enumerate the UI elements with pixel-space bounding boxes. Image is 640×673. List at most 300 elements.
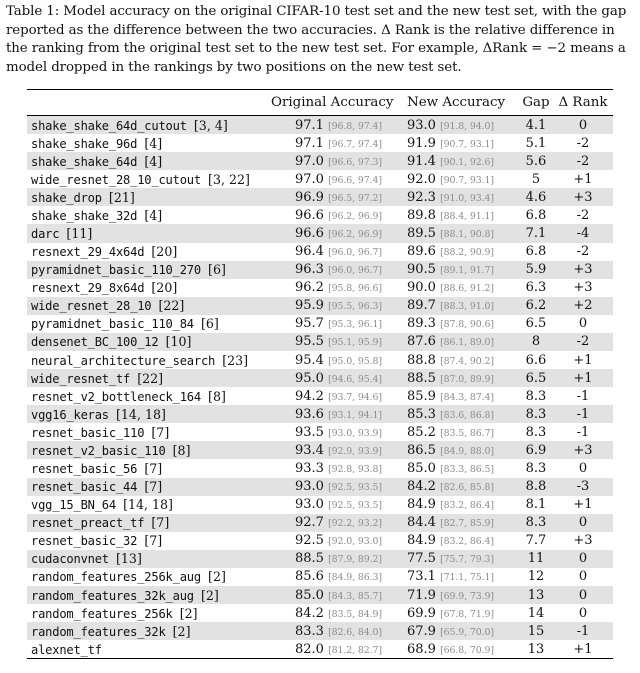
- model-name: random_features_32k_aug: [31, 588, 194, 603]
- new-accuracy-value: 92.3: [407, 189, 436, 205]
- original-accuracy-ci: [95.1, 95.9]: [328, 337, 382, 349]
- new-accuracy-ci: [69.9, 73.9]: [440, 590, 494, 602]
- delta-rank-cell: -1: [576, 406, 590, 422]
- model-name: resnet_v2_bottleneck_164: [31, 389, 201, 404]
- original-accuracy-value: 85.6: [295, 569, 324, 585]
- original-accuracy-cell: [271, 297, 403, 315]
- gap-cell: 6.8: [525, 207, 547, 223]
- original-accuracy-value: 95.4: [295, 352, 324, 368]
- new-accuracy-cell: [403, 604, 519, 622]
- gap-cell: 8.3: [525, 388, 547, 404]
- original-accuracy-ci: [96.5, 97.2]: [328, 192, 382, 204]
- delta-rank-cell: +1: [573, 641, 593, 657]
- model-citation: [7]: [144, 461, 163, 477]
- new-accuracy-value: 84.9: [407, 533, 436, 549]
- model-citation: [6]: [200, 316, 219, 332]
- gap-cell: 6.8: [525, 244, 547, 260]
- new-accuracy-cell: [403, 550, 519, 568]
- gap-cell: 8.3: [525, 515, 547, 531]
- model-name-cell: [27, 152, 271, 170]
- new-accuracy-value: 88.5: [407, 370, 436, 386]
- new-accuracy-cell: [403, 496, 519, 514]
- original-accuracy-cell: [271, 188, 403, 206]
- table-caption: Table 1: Model accuracy on the original CIFAR-10 test set and the new test set, with the gap reported as the difference between the two accuracies. Δ Rank is the relative difference in the ranking from the original test set to the new test set. For example, ΔRank = −2 means a model dropped in the rankings by two positions on the new test set.: [6, 4, 627, 75]
- original-accuracy-cell: [271, 261, 403, 279]
- table-row: [27, 243, 613, 261]
- new-accuracy-ci: [88.1, 90.8]: [440, 229, 494, 240]
- model-name-cell: [27, 622, 271, 640]
- delta-rank-cell: +3: [573, 262, 593, 278]
- model-citation: [11]: [66, 226, 93, 241]
- model-name: resnext_29_4x64d: [31, 245, 145, 260]
- delta-rank-cell: +3: [573, 189, 593, 205]
- new-accuracy-cell: [403, 116, 519, 134]
- model-name-cell: [27, 586, 271, 604]
- model-name-cell: [27, 116, 271, 134]
- model-name: pyramidnet_basic_110_84: [31, 317, 194, 332]
- original-accuracy-value: 92.5: [295, 533, 324, 549]
- delta-rank-cell: -3: [576, 479, 590, 495]
- model-name: random_features_256k_aug: [31, 570, 201, 585]
- new-accuracy-cell: [403, 387, 519, 405]
- gap-cell: 13: [527, 587, 545, 603]
- bottom-rule: [27, 658, 613, 659]
- original-accuracy-ci: [96.7, 97.4]: [328, 138, 382, 150]
- model-name-cell: [27, 532, 271, 550]
- delta-rank-cell: +2: [573, 298, 593, 314]
- original-accuracy-cell: [271, 604, 403, 622]
- model-name-cell: [27, 550, 271, 568]
- model-name-cell: [27, 224, 271, 242]
- new-accuracy-ci: [88.3, 91.0]: [440, 301, 494, 313]
- original-accuracy-cell: [271, 496, 403, 514]
- results-table-container: [27, 89, 613, 659]
- table-row: [27, 333, 613, 351]
- original-accuracy-cell: [271, 315, 403, 333]
- model-citation: [2]: [179, 605, 198, 621]
- table-row: [27, 640, 613, 658]
- delta-rank-cell: +3: [573, 442, 593, 458]
- new-accuracy-cell: [403, 279, 519, 297]
- new-accuracy-value: 88.8: [407, 352, 436, 368]
- original-accuracy-value: 83.3: [295, 623, 324, 639]
- model-name: shake_shake_32d: [31, 208, 138, 223]
- model-name-cell: [27, 441, 271, 459]
- model-name-cell: [27, 423, 271, 441]
- model-name-cell: [27, 333, 271, 351]
- original-accuracy-ci: [94.6, 95.4]: [328, 373, 382, 385]
- new-accuracy-value: 90.0: [407, 280, 436, 296]
- model-name: resnet_basic_56: [31, 462, 138, 477]
- new-accuracy-value: 85.0: [407, 461, 436, 477]
- new-accuracy-value: 73.1: [407, 569, 436, 585]
- model-name: wide_resnet_tf: [31, 371, 131, 386]
- table-row: [27, 116, 613, 134]
- delta-rank-cell: +1: [573, 171, 593, 187]
- new-accuracy-cell: [403, 586, 519, 604]
- model-citation: [2]: [208, 569, 226, 585]
- gap-cell: 4.6: [525, 189, 547, 205]
- original-accuracy-value: 95.0: [295, 370, 324, 386]
- table-row: [27, 170, 613, 188]
- model-citation: [3, 4]: [193, 117, 228, 133]
- model-name: resnet_basic_44: [31, 480, 138, 495]
- model-citation: [20]: [151, 244, 178, 260]
- model-citation: [7]: [144, 479, 163, 495]
- new-accuracy-ci: [88.6, 91.2]: [440, 283, 494, 295]
- original-accuracy-ci: [96.2, 96.9]: [328, 210, 382, 222]
- original-accuracy-value: 93.5: [295, 424, 324, 440]
- new-accuracy-value: 84.9: [407, 497, 436, 513]
- model-name: resnet_v2_basic_110: [31, 443, 166, 458]
- table-row: [27, 297, 613, 315]
- model-citation: [20]: [151, 280, 178, 296]
- original-accuracy-value: 93.0: [295, 497, 324, 513]
- new-accuracy-cell: [403, 478, 519, 496]
- original-accuracy-value: 96.6: [295, 207, 324, 223]
- original-accuracy-cell: [271, 586, 403, 604]
- original-accuracy-ci: [92.8, 93.8]: [328, 464, 382, 476]
- delta-rank-cell: +3: [573, 280, 593, 296]
- model-citation: [7]: [151, 424, 170, 440]
- gap-cell: 5: [531, 171, 541, 187]
- model-name-cell: [27, 496, 271, 514]
- new-accuracy-ci: [90.1, 92.6]: [440, 156, 494, 168]
- delta-rank-cell: 0: [578, 316, 588, 332]
- table-row: [27, 532, 613, 550]
- original-accuracy-cell: [271, 170, 403, 188]
- gap-cell: 6.6: [525, 352, 547, 368]
- model-name-cell: [27, 369, 271, 387]
- original-accuracy-value: 95.5: [295, 334, 324, 350]
- header-new-accuracy: New Accuracy: [407, 95, 506, 110]
- model-name: resnet_basic_32: [31, 534, 138, 549]
- model-name: resnext_29_8x64d: [31, 281, 145, 296]
- model-citation: [23]: [222, 352, 249, 368]
- original-accuracy-ci: [81.2, 82.7]: [328, 644, 382, 656]
- new-accuracy-value: 89.3: [407, 316, 436, 332]
- table-body: [27, 116, 613, 658]
- original-accuracy-ci: [93.7, 94.6]: [328, 391, 382, 403]
- gap-cell: 7.1: [525, 226, 547, 241]
- new-accuracy-value: 89.8: [407, 207, 436, 223]
- original-accuracy-value: 97.1: [295, 135, 324, 151]
- original-accuracy-ci: [92.0, 93.0]: [328, 536, 382, 548]
- original-accuracy-ci: [82.6, 84.0]: [328, 626, 382, 638]
- gap-cell: 6.2: [525, 298, 547, 314]
- new-accuracy-ci: [88.4, 91.1]: [440, 210, 494, 222]
- delta-rank-cell: -2: [576, 135, 590, 151]
- model-name: shake_drop: [31, 190, 102, 205]
- delta-rank-cell: -4: [576, 226, 590, 241]
- new-accuracy-cell: [403, 514, 519, 532]
- original-accuracy-ci: [96.2, 96.9]: [328, 229, 382, 240]
- original-accuracy-cell: [271, 116, 403, 134]
- original-accuracy-cell: [271, 369, 403, 387]
- original-accuracy-cell: [271, 441, 403, 459]
- gap-cell: 8: [531, 334, 541, 350]
- gap-cell: 6.5: [525, 316, 547, 332]
- new-accuracy-value: 90.5: [407, 262, 436, 278]
- model-citation: [7]: [144, 533, 163, 549]
- new-accuracy-value: 91.9: [407, 135, 436, 151]
- original-accuracy-cell: [271, 224, 403, 242]
- original-accuracy-value: 96.3: [295, 262, 324, 278]
- new-accuracy-ci: [91.8, 94.0]: [440, 120, 494, 132]
- new-accuracy-cell: [403, 152, 519, 170]
- new-accuracy-ci: [83.5, 86.7]: [440, 427, 494, 439]
- model-name-cell: [27, 261, 271, 279]
- model-citation: [14, 18]: [123, 497, 173, 513]
- delta-rank-cell: 0: [578, 117, 588, 133]
- new-accuracy-cell: [403, 351, 519, 369]
- original-accuracy-value: 97.1: [295, 117, 324, 133]
- new-accuracy-cell: [403, 333, 519, 351]
- original-accuracy-ci: [92.9, 93.9]: [328, 445, 382, 457]
- new-accuracy-value: 68.9: [407, 641, 436, 657]
- model-name: random_features_32k: [31, 624, 166, 639]
- new-accuracy-ci: [90.7, 93.1]: [440, 138, 494, 150]
- table-row: [27, 423, 613, 441]
- original-accuracy-cell: [271, 640, 403, 658]
- original-accuracy-value: 95.7: [295, 316, 324, 332]
- gap-cell: 15: [527, 623, 545, 639]
- original-accuracy-ci: [84.9, 86.3]: [328, 572, 382, 584]
- original-accuracy-value: 94.2: [295, 388, 324, 404]
- original-accuracy-value: 96.6: [295, 226, 324, 241]
- model-name: pyramidnet_basic_110_270: [31, 263, 201, 278]
- delta-rank-cell: -1: [576, 623, 590, 639]
- original-accuracy-cell: [271, 459, 403, 477]
- new-accuracy-ci: [65.9, 70.0]: [440, 626, 494, 638]
- original-accuracy-ci: [93.0, 93.9]: [328, 427, 382, 439]
- new-accuracy-ci: [91.0, 93.4]: [440, 192, 494, 204]
- table-row: [27, 261, 613, 279]
- original-accuracy-ci: [96.8, 97.4]: [328, 120, 382, 132]
- new-accuracy-value: 71.9: [407, 587, 436, 603]
- delta-rank-cell: +3: [573, 533, 593, 549]
- table-header-row: [27, 90, 613, 115]
- original-accuracy-cell: [271, 333, 403, 351]
- new-accuracy-cell: [403, 423, 519, 441]
- delta-rank-cell: +1: [573, 352, 593, 368]
- new-accuracy-value: 89.5: [407, 226, 436, 241]
- delta-rank-cell: 0: [578, 551, 588, 567]
- table-row: [27, 496, 613, 514]
- new-accuracy-value: 84.4: [407, 515, 436, 531]
- original-accuracy-cell: [271, 568, 403, 586]
- original-accuracy-value: 84.2: [295, 605, 324, 621]
- delta-rank-cell: 0: [578, 569, 588, 585]
- delta-rank-cell: 0: [578, 461, 588, 477]
- new-accuracy-cell: [403, 170, 519, 188]
- original-accuracy-ci: [95.5, 96.3]: [328, 301, 382, 313]
- new-accuracy-ci: [83.6, 86.8]: [440, 409, 494, 421]
- new-accuracy-cell: [403, 261, 519, 279]
- new-accuracy-cell: [403, 532, 519, 550]
- model-name-cell: [27, 351, 271, 369]
- model-citation: [8]: [172, 442, 191, 458]
- original-accuracy-ci: [87.9, 89.2]: [328, 554, 382, 566]
- model-citation: [3, 22]: [208, 171, 250, 187]
- original-accuracy-cell: [271, 152, 403, 170]
- new-accuracy-cell: [403, 459, 519, 477]
- model-name: wide_resnet_28_10_cutout: [31, 172, 201, 187]
- gap-cell: 8.3: [525, 424, 547, 440]
- model-name-cell: [27, 279, 271, 297]
- new-accuracy-ci: [82.6, 85.8]: [440, 482, 494, 494]
- table-row: [27, 224, 613, 242]
- original-accuracy-cell: [271, 550, 403, 568]
- original-accuracy-ci: [96.6, 97.3]: [328, 156, 382, 168]
- model-name-cell: [27, 170, 271, 188]
- table-row: [27, 568, 613, 586]
- new-accuracy-value: 86.5: [407, 442, 436, 458]
- gap-cell: 8.8: [525, 479, 547, 495]
- original-accuracy-cell: [271, 514, 403, 532]
- model-name-cell: [27, 478, 271, 496]
- model-name-cell: [27, 459, 271, 477]
- delta-rank-cell: 0: [578, 515, 588, 531]
- new-accuracy-ci: [87.4, 90.2]: [440, 355, 494, 367]
- original-accuracy-cell: [271, 134, 403, 152]
- gap-cell: 8.1: [525, 497, 547, 513]
- model-citation: [22]: [137, 370, 164, 386]
- header-gap: Gap: [522, 95, 550, 110]
- delta-rank-cell: -2: [576, 153, 590, 169]
- gap-cell: 13: [527, 641, 545, 657]
- new-accuracy-cell: [403, 640, 519, 658]
- new-accuracy-ci: [66.8, 70.9]: [440, 644, 494, 656]
- table-row: [27, 206, 613, 224]
- table-row: [27, 405, 613, 423]
- gap-cell: 8.3: [525, 461, 547, 477]
- new-accuracy-ci: [83.3, 86.5]: [440, 464, 494, 476]
- new-accuracy-ci: [90.7, 93.1]: [440, 174, 494, 186]
- model-name: shake_shake_96d: [31, 136, 138, 151]
- new-accuracy-value: 77.5: [407, 551, 436, 567]
- model-name-cell: [27, 315, 271, 333]
- original-accuracy-value: 95.9: [295, 298, 324, 314]
- model-name: darc: [31, 227, 60, 241]
- model-citation: [2]: [200, 587, 219, 603]
- original-accuracy-cell: [271, 279, 403, 297]
- model-citation: [2]: [172, 623, 191, 639]
- new-accuracy-value: 87.6: [407, 334, 436, 350]
- new-accuracy-value: 89.6: [407, 244, 436, 260]
- model-name: wide_resnet_28_10: [31, 299, 152, 314]
- new-accuracy-ci: [71.1, 75.1]: [440, 572, 494, 584]
- new-accuracy-cell: [403, 134, 519, 152]
- model-citation: [22]: [158, 298, 185, 314]
- model-name: densenet_BC_100_12: [31, 335, 159, 350]
- original-accuracy-cell: [271, 206, 403, 224]
- model-name-cell: [27, 297, 271, 315]
- table-row: [27, 188, 613, 206]
- original-accuracy-value: 85.0: [295, 587, 324, 603]
- table-row: [27, 478, 613, 496]
- model-name: alexnet_tf: [31, 642, 102, 657]
- table-row: [27, 279, 613, 297]
- model-name-cell: [27, 514, 271, 532]
- gap-cell: 11: [527, 551, 545, 567]
- gap-cell: 12: [527, 569, 545, 585]
- new-accuracy-ci: [83.2, 86.4]: [440, 500, 494, 512]
- table-row: [27, 550, 613, 568]
- model-name: shake_shake_64d_cutout: [31, 118, 187, 133]
- gap-cell: 5.6: [525, 153, 547, 169]
- new-accuracy-cell: [403, 622, 519, 640]
- delta-rank-cell: +1: [573, 497, 593, 513]
- original-accuracy-value: 97.0: [295, 171, 324, 187]
- model-name-cell: [27, 206, 271, 224]
- original-accuracy-cell: [271, 405, 403, 423]
- new-accuracy-cell: [403, 206, 519, 224]
- original-accuracy-cell: [271, 478, 403, 496]
- gap-cell: 6.3: [525, 280, 547, 296]
- new-accuracy-value: 85.2: [407, 424, 436, 440]
- new-accuracy-ci: [83.2, 86.4]: [440, 536, 494, 548]
- model-name-cell: [27, 188, 271, 206]
- gap-cell: 5.9: [525, 262, 547, 278]
- model-name: vgg_15_BN_64: [31, 498, 116, 513]
- table-row: [27, 134, 613, 152]
- original-accuracy-value: 96.4: [295, 244, 324, 260]
- original-accuracy-cell: [271, 387, 403, 405]
- model-citation: [13]: [116, 551, 142, 567]
- gap-cell: 14: [527, 605, 545, 621]
- original-accuracy-ci: [96.0, 96.7]: [328, 265, 382, 277]
- model-name: cudaconvnet: [31, 552, 109, 567]
- table-row: [27, 586, 613, 604]
- model-citation: [4]: [144, 135, 163, 151]
- table-row: [27, 351, 613, 369]
- new-accuracy-cell: [403, 297, 519, 315]
- original-accuracy-ci: [92.5, 93.5]: [328, 500, 382, 512]
- new-accuracy-ci: [87.8, 90.6]: [440, 319, 494, 331]
- model-name: neural_architecture_search: [31, 353, 216, 368]
- new-accuracy-ci: [88.2, 90.9]: [440, 247, 494, 259]
- new-accuracy-ci: [82.7, 85.9]: [440, 518, 494, 530]
- table-row: [27, 514, 613, 532]
- original-accuracy-cell: [271, 622, 403, 640]
- model-name-cell: [27, 640, 271, 658]
- gap-cell: 4.1: [525, 117, 547, 133]
- model-name-cell: [27, 405, 271, 423]
- delta-rank-cell: -2: [576, 334, 590, 350]
- model-name-cell: [27, 568, 271, 586]
- new-accuracy-cell: [403, 441, 519, 459]
- delta-rank-cell: -2: [576, 244, 590, 260]
- original-accuracy-ci: [84.3, 85.7]: [328, 590, 382, 602]
- new-accuracy-ci: [84.9, 88.0]: [440, 445, 494, 457]
- gap-cell: 6.5: [525, 370, 547, 386]
- gap-cell: 8.3: [525, 406, 547, 422]
- delta-rank-cell: +1: [573, 370, 593, 386]
- original-accuracy-ci: [96.6, 97.4]: [328, 174, 382, 186]
- new-accuracy-cell: [403, 224, 519, 242]
- original-accuracy-ci: [92.5, 93.5]: [328, 482, 382, 494]
- header-model: [27, 90, 271, 115]
- table-row: [27, 387, 613, 405]
- original-accuracy-value: 93.6: [295, 406, 324, 422]
- original-accuracy-ci: [93.1, 94.1]: [328, 409, 382, 421]
- original-accuracy-value: 93.3: [295, 461, 324, 477]
- delta-rank-cell: -2: [576, 207, 590, 223]
- model-citation: [14, 18]: [116, 406, 166, 422]
- original-accuracy-ci: [95.3, 96.1]: [328, 319, 382, 331]
- model-name: vgg16_keras: [31, 407, 109, 422]
